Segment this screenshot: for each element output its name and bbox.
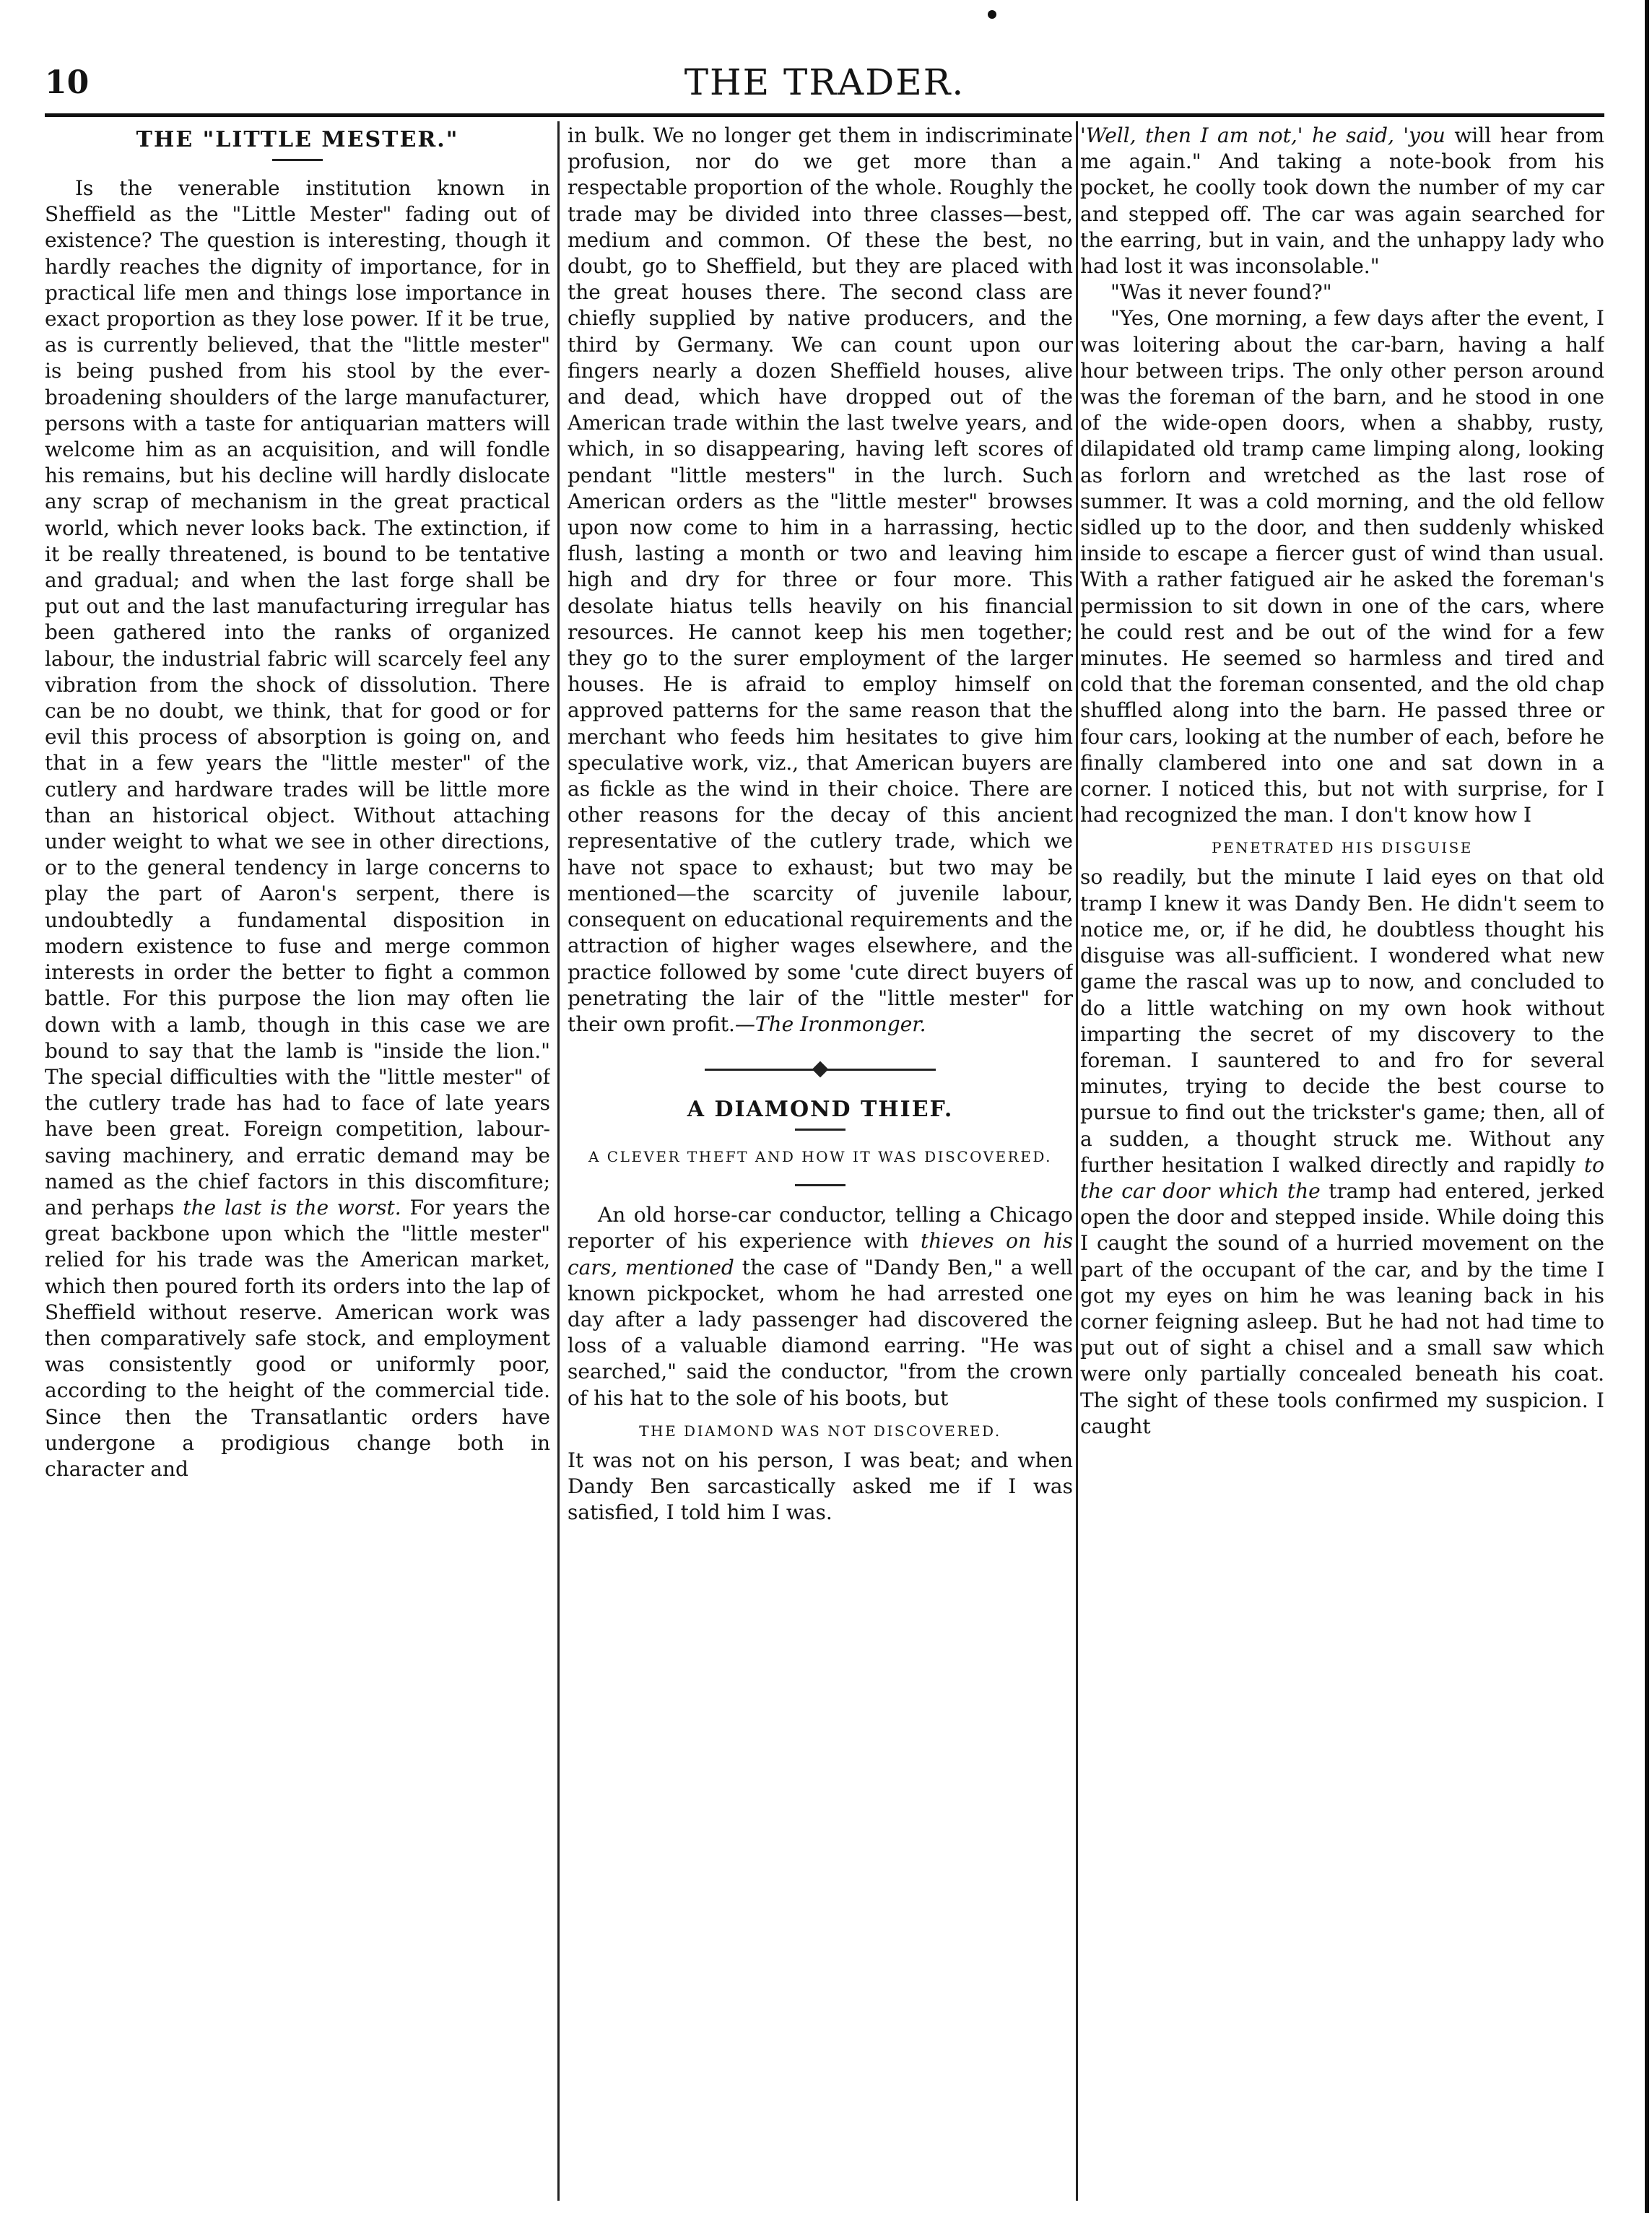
column-divider	[557, 121, 560, 2201]
header-rule	[45, 113, 1604, 117]
article-text: tramp had entered, jerked open the door and stepped inside. While doing this I caught the sound of a hurried movement on the part of the occupant of the car, and by the time I got my eyes on him he was leaning back in his corner feigning asleep. But he had not had time to put out of sight a chisel and a small saw which were only partially concealed beneath his coat. The sight of these tools confirmed my suspicion. I caught	[1080, 1178, 1604, 1438]
article-text: in bulk. We no longer get them in indiscriminate profusion, nor do we get more than a respectable proportion of the whole. Roughly the trade may be divided into three classes—best, medium and common. Of these the best, no doubt, go to Sheffield, but they are placed with the great houses there. The second class are chiefly supplied by native producers, and the third by Germany. We can count upon our fingers nearly a dozen Sheffield houses, alive and dead, which have dropped out of the American trade within the last twelve years, and which, in so disappearing, having left scores of pendant "little mesters" in the lurch. Such American orders as the "little mester" browses upon now come to him in a harrassing, hectic flush, lasting a month or two and leaving him high and dry for three or four more. This desolate hiatus tells heavily on his financial resources. He cannot keep his men together; they go to the surer employment of the larger houses. He is afraid to employ himself on approved patterns for the same reason that the merchant who feeds him hesitates to give him speculative work, viz., that American buyers are as fickle as the wind in their choice. There are other reasons for the decay of this ancient representative of the cutlery trade, which we have not space to exhaust; but two may be mentioned—the scarcity of juvenile labour, consequent on educational requirements and the attraction of higher wages elsewhere, and the practice followed by some 'cute direct buyers of penetrating the lair of the "little mester" for their own profit.—	[568, 123, 1073, 1036]
column-3	[1080, 123, 1604, 2195]
title-dash	[795, 1129, 845, 1131]
article-title-diamond-thief: A DIAMOND THIEF.	[687, 1097, 954, 1123]
page-mark-dot	[988, 10, 996, 19]
article-text: will hear from me again." And taking a note-book from his pocket, he coolly took down the number of my car and stepped off. The car was again searched for the earring, but in vain, and the unhappy lady who had lost it was inconsolable."	[1080, 123, 1604, 279]
article-paragraph	[1080, 123, 1604, 279]
deck-dash	[795, 1184, 845, 1186]
page-header	[45, 43, 1604, 108]
article-italic-text: to the car door which the	[1080, 1152, 1604, 1203]
column-1	[45, 123, 550, 2195]
article-paragraph	[45, 175, 550, 1482]
page-edge-rule	[1645, 0, 1649, 2213]
article-paragraph: "Was it never found?"	[1110, 280, 1332, 305]
page-number: 10	[45, 64, 90, 101]
title-dash	[272, 159, 323, 161]
article-text: Is the venerable institution known in Sheffield as the "Little Mester" fading out of existence? The question is interesting, though it hardly reaches the dignity of importance, for in practical life men and things lose importance in exact proportion as they lose power. If it be true, as is currently believed, that the "little mester" is being pushed from his stool by the ever-broadening shoulders of the large manufacturer, persons with a taste for antiquarian matters will welcome him as an acquisition, and will fondle his remains, but his decline will hardly dislocate any scrap of mechanism in the great practical world, which never looks back. The extinction, if it be really threatened, is bound to be tentative and gradual; and when the last forge shall be put out and the last manufacturing irregular has been gathered into the ranks of organized labour, the industrial fabric will scarcely feel any vibration from the shock of dissolution. There can be no doubt, we think, that for good or for evil this process of absorption is going on, and that in a few years the "little mester" of the cutlery and hardware trades will be little more than an historical object. Without attaching under weight to what we see in other directions, or to the general tendency in large concerns to play the part of Aaron's serpent, there is undoubtedly a fundamental disposition in modern existence to fuse and merge common interests in order the better to fight a common battle. For this purpose the lion may often lie down with a lamb, though in this case we are bound to say that the lamb is "inside the lion." The special difficulties with the "little mester" of the cutlery trade has had to face of late years have been great. Foreign competition, labour-saving machinery, and erratic demand may be named as the chief factors in this discomfiture; and perhaps	[45, 176, 550, 1219]
column-2	[568, 123, 1073, 2195]
masthead-title: THE TRADER.	[684, 61, 965, 103]
article-paragraph	[568, 1202, 1073, 1412]
article-source: The Ironmonger.	[755, 1012, 926, 1036]
article-text: so readily, but the minute I laid eyes on that old tramp I knew it was Dandy Ben. He didn't seem to notice me, or, if he did, he doubtless thought his disguise was all-sufficient. I wondered what new game the rascal was up to now, and concluded to do a little watching on my own hook without imparting the secret of my discovery to the foreman. I sauntered to and fro for several minutes, trying to decide the best course to pursue to find out the trickster's game; then, all of a sudden, a thought struck me. Without any further hesitation I walked directly and rapidly	[1080, 865, 1604, 1177]
article-italic-text: 'Well, then I am not,' he said, 'you	[1080, 123, 1446, 147]
article-subhead: PENETRATED HIS DISGUISE	[1212, 839, 1473, 857]
article-paragraph: It was not on his person, I was beat; and when Dandy Ben sarcastically asked me if I was satisfied, I told him I was.	[568, 1448, 1073, 1525]
article-title-little-mester: THE "LITTLE MESTER."	[136, 127, 459, 152]
article-text: For years the great backbone upon which the "little mester" relied for his trade was the American market, which then poured forth its orders into the lap of Sheffield without reserve. American work was then comparatively safe stock, and employment was consistently good or uniformly poor, according to the height of the commercial tide. Since then the Transatlantic orders have undergone a prodigious change both in character and	[45, 1195, 550, 1481]
article-paragraph: "Yes, One morning, a few days after the event, I was loitering about the car-barn, having a half hour between trips. The only other person around was the foreman of the barn, and he stood in one of the wide-open doors, when a shabby, rusty, dilapidated old tramp came limping along, looking as forlorn and wretched as the last rose of summer. It was a cold morning, and the old fellow sidled up to the door, and then suddenly whisked inside to escape a fiercer gust of wind than usual. With a rather fatigued air he asked the foreman's permission to sit down in one of the cars, where he could rest and be out of the wind for a few minutes. He seemed so harmless and tired and cold that the foreman consented, and the old chap shuffled along into the barn. He passed three or four cars, looking at the number of each, before he finally clambered into one and sat down in a corner. I noticed this, but not with surprise, for I had recognized the man. I don't know how I	[1080, 306, 1604, 827]
article-italic-text: the last is the worst.	[183, 1195, 401, 1219]
article-paragraph	[1080, 864, 1604, 1439]
section-ornament	[568, 1056, 1073, 1082]
article-subhead: THE DIAMOND WAS NOT DISCOVERED.	[639, 1422, 1001, 1440]
column-divider	[1076, 121, 1078, 2201]
article-deck: A CLEVER THEFT AND HOW IT WAS DISCOVERED.	[588, 1148, 1052, 1166]
article-text: An old horse-car conductor, telling a Chicago reporter of his experience with	[568, 1203, 1073, 1253]
article-paragraph	[568, 123, 1073, 1038]
article-italic-text: thieves on his cars, mentioned	[568, 1229, 1073, 1279]
article-text: the case of "Dandy Ben," a well known pickpocket, whom he had arrested one day after a lady passenger had discovered the loss of a valuable diamond earring. "He was searched," said the conductor, "from the crown of his hat to the sole of his boots, but	[568, 1255, 1073, 1410]
